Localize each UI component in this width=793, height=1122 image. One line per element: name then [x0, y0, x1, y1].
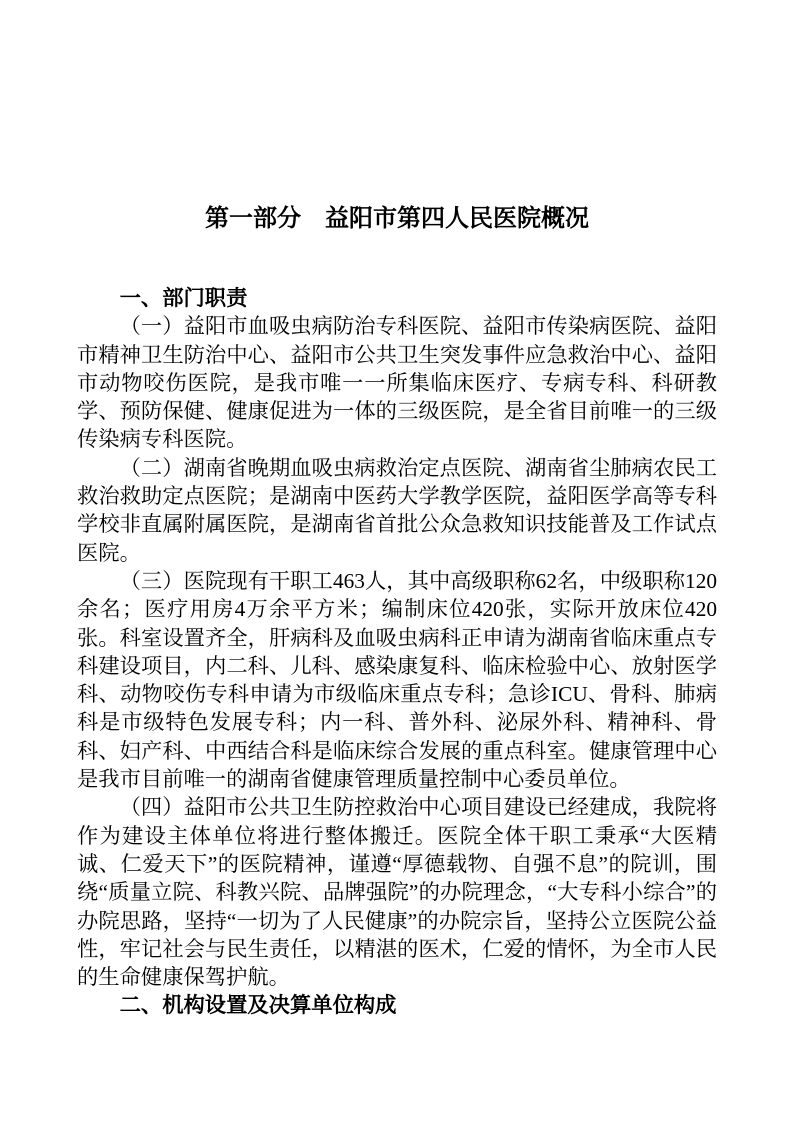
section-heading-duties: 一、部门职责: [119, 286, 248, 310]
paragraph-4: （四）益阳市公共卫生防控救治中心项目建设已经建成，我院将作为建设主体单位将进行整体搬迁。医院全体干职工秉承“大医精诚、仁爱天下”的医院精神，谨遵“厚德载物、自强不息”的院训，围绕“质量立院、科教兴院、品牌强院”的办院理念，“大专科小综合”的办院思路，坚持“一切为了人民健康”的办院宗旨，坚持公立医院公益性，牢记社会与民生责任，以精湛的医术，仁爱的情怀，为全市人民的生命健康保驾护航。: [77, 795, 717, 990]
paragraph-3: （三）医院现有干职工463人，其中高级职称62名，中级职称120余名；医疗用房4万余平方米；编制床位420张，实际开放床位420张。科室设置齐全，肝病科及血吸虫病科正申请为湖南省临床重点专科建设项目，内二科、儿科、感染康复科、临床检验中心、放射医学科、动物咬伤专科申请为市级临床重点专科；急诊ICU、骨科、肺病科是市级特色发展专科；内一科、普外科、泌尿外科、精神科、骨科、妇产科、中西结合科是临床综合发展的重点科室。健康管理中心是我市目前唯一的湖南省健康管理质量控制中心委员单位。: [77, 568, 717, 792]
paragraph-1: （一）益阳市血吸虫病防治专科医院、益阳市传染病医院、益阳市精神卫生防治中心、益阳市公共卫生突发事件应急救治中心、益阳市动物咬伤医院，是我市唯一一所集临床医疗、专病专科、科研教学、预防保健、健康促进为一体的三级医院，是全省目前唯一的三级传染病专科医院。: [77, 314, 717, 452]
page-title: 第一部分 益阳市第四人民医院概况: [205, 206, 589, 232]
section-heading-org-structure: 二、机构设置及决算单位构成: [119, 993, 397, 1018]
paragraph-2: （二）湖南省晚期血吸虫病救治定点医院、湖南省尘肺病农民工救治救助定点医院；是湖南中医药大学教学医院，益阳医学高等专科学校非直属附属医院，是湖南省首批公众急救知识技能普及工作试点医院。: [77, 455, 717, 565]
document-body: [77, 284, 717, 1020]
